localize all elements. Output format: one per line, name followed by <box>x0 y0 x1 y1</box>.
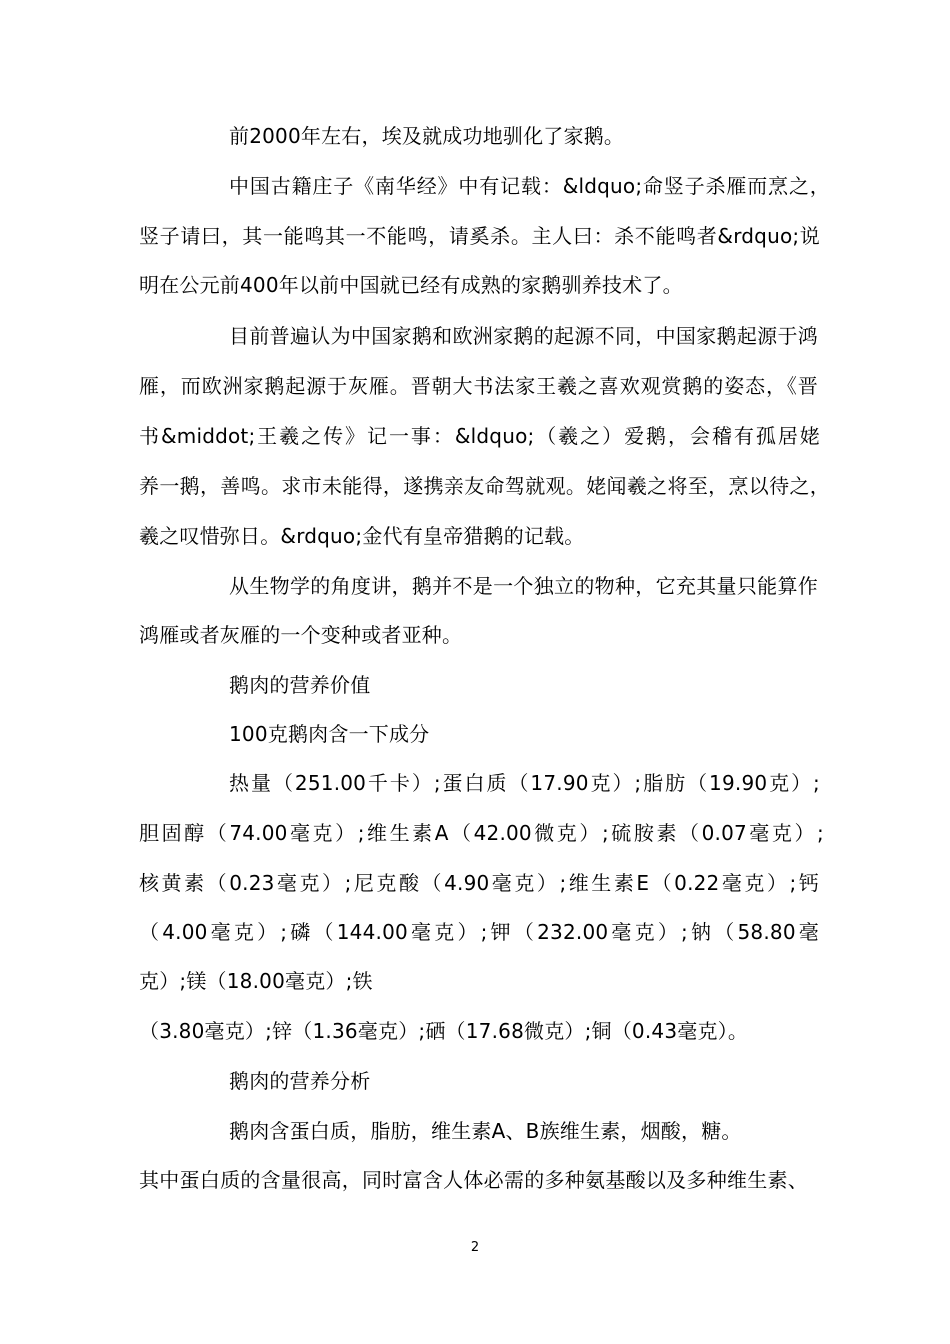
body-text-line: 明在公元前400年以前中国就已经有成熟的家鹅驯养技术了。 <box>139 273 683 297</box>
body-text-line: 克）;镁（18.00毫克）;铁 <box>139 969 373 993</box>
section-heading: 鹅肉的营养价值 <box>229 673 371 697</box>
body-text-line: 羲之叹惜弥日。&rdquo;金代有皇帝猎鹅的记载。 <box>139 524 585 548</box>
section-heading: 鹅肉的营养分析 <box>229 1069 371 1093</box>
body-text-line: 鸿雁或者灰雁的一个变种或者亚种。 <box>139 623 463 647</box>
body-text-line: 中国古籍庄子《南华经》中有记载：&ldquo;命竖子杀雁而烹之， <box>229 174 830 198</box>
body-text-line: 书&middot;王羲之传》记一事：&ldquo;（羲之）爱鹅，会稽有孤居姥 <box>139 424 820 448</box>
body-text-line: 竖子请曰，其一能鸣其一不能鸣，请奚杀。主人曰：杀不能鸣者&rdquo;说 <box>139 224 820 248</box>
body-text-line: 100克鹅肉含一下成分 <box>229 722 430 746</box>
body-text-line: 从生物学的角度讲，鹅并不是一个独立的物种，它充其量只能算作 <box>229 574 818 598</box>
page-number: 2 <box>470 1240 480 1255</box>
body-text-line: 养一鹅，善鸣。求市未能得，遂携亲友命驾就观。姥闻羲之将至，烹以待之， <box>139 474 830 498</box>
body-text-line: 目前普遍认为中国家鹅和欧洲家鹅的起源不同，中国家鹅起源于鸿 <box>229 324 818 348</box>
body-text-line: 鹅肉含蛋白质，脂肪，维生素A、B族维生素，烟酸，糖。 <box>229 1119 742 1143</box>
body-text-line: 前2000年左右，埃及就成功地驯化了家鹅。 <box>229 124 625 148</box>
body-text-line: 胆固醇（74.00毫克）;维生素A（42.00微克）;硫胺素（0.07毫克）; <box>139 821 824 845</box>
body-text-line: 其中蛋白质的含量很高，同时富含人体必需的多种氨基酸以及多种维生素、 <box>139 1168 808 1192</box>
body-text-line: 核黄素（0.23毫克）;尼克酸（4.90毫克）;维生素E（0.22毫克）;钙 <box>139 871 819 895</box>
body-text-line: （4.00毫克）;磷（144.00毫克）;钾（232.00毫克）;钠（58.80毫 <box>139 920 819 944</box>
body-text-line: （3.80毫克）;锌（1.36毫克）;硒（17.68微克）;铜（0.43毫克）。 <box>139 1019 749 1043</box>
body-text-line: 雁，而欧洲家鹅起源于灰雁。晋朝大书法家王羲之喜欢观赏鹅的姿态，《晋 <box>139 374 818 398</box>
body-text-line: 热量（251.00千卡）;蛋白质（17.90克）;脂肪（19.90克）; <box>229 771 820 795</box>
